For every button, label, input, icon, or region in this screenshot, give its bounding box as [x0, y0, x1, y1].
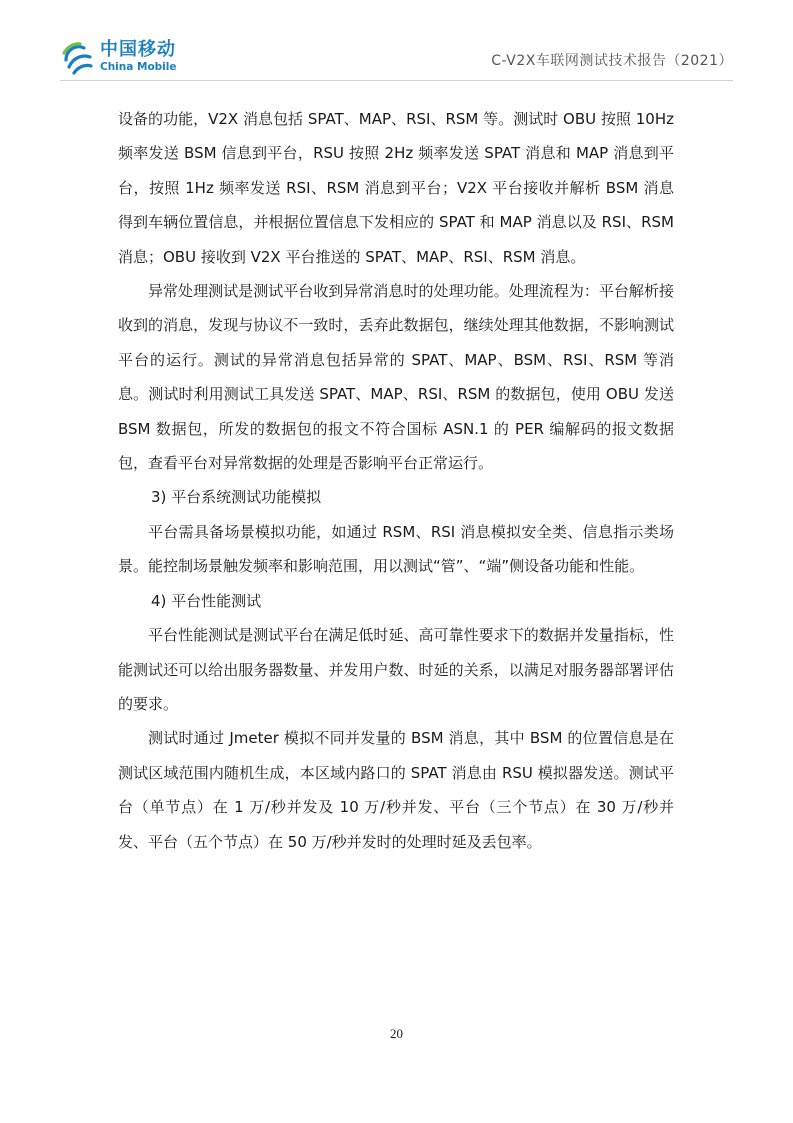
paragraph: 测试时通过 Jmeter 模拟不同并发量的 BSM 消息，其中 BSM 的位置信息是在测试区域范围内随机生成，本区域内路口的 SPAT 消息由 RSU 模拟器发送。测试平台（单节点）在 1 万/秒并发及 10 万/秒并发、平台（三个节点）在 30 万/秒并发、平台（五个节点）在 50 万/秒并发时的处理时延及丢包率。: [118, 729, 674, 851]
header-divider: [60, 80, 733, 81]
paragraph: 异常处理测试是测试平台收到异常消息时的处理功能。处理流程为：平台解析接收到的消息，发现与协议不一致时，丢弃此数据包，继续处理其他数据，不影响测试平台的运行。测试的异常消息包括异常的 SPAT、MAP、BSM、RSI、RSM 等消息。测试时利用测试工具发送 SPAT、MAP、RSI、RSM 的数据包，使用 OBU 发送 BSM 数据包，所发的数据包的报文不符合国标 ASN.1 的 PER 编解码的报文数据包，查看平台对异常数据的处理是否影响平台正常运行。: [118, 282, 674, 473]
section-heading: 3) 平台系统测试功能模拟: [151, 488, 322, 507]
document-body: [118, 102, 674, 859]
logo-english-text: China Mobile: [100, 61, 177, 73]
logo-chinese-text: 中国移动: [100, 39, 176, 60]
paragraph: 平台性能测试是测试平台在满足低时延、高可靠性要求下的数据并发量指标，性能测试还可以给出服务器数量、并发用户数、时延的关系，以满足对服务器部署评估的要求。: [118, 626, 674, 713]
paragraph: 平台需具备场景模拟功能，如通过 RSM、RSI 消息模拟安全类、信息指示类场景。能控制场景触发频率和影响范围，用以测试“管”、“端”侧设备功能和性能。: [118, 522, 674, 576]
report-title: C-V2X车联网测试技术报告（2021）: [491, 53, 733, 69]
china-mobile-logo: [60, 39, 177, 80]
paragraph: 设备的功能，V2X 消息包括 SPAT、MAP、RSI、RSM 等。测试时 OBU 按照 10Hz 频率发送 BSM 信息到平台，RSU 按照 2Hz 频率发送 SPAT 消息和 MAP 消息到平台，按照 1Hz 频率发送 RSI、RSM 消息到平台；V2X 平台接收并解析 BSM 消息得到车辆位置信息，并根据位置信息下发相应的 SPAT 和 MAP 消息以及 RSI、RSM 消息；OBU 接收到 V2X 平台推送的 SPAT、MAP、RSI、RSM 消息。: [118, 110, 674, 266]
china-mobile-logo-icon: [60, 40, 96, 76]
page-number: 20: [390, 1026, 403, 1041]
section-heading: 4) 平台性能测试: [151, 591, 262, 610]
page-header: [0, 0, 793, 82]
